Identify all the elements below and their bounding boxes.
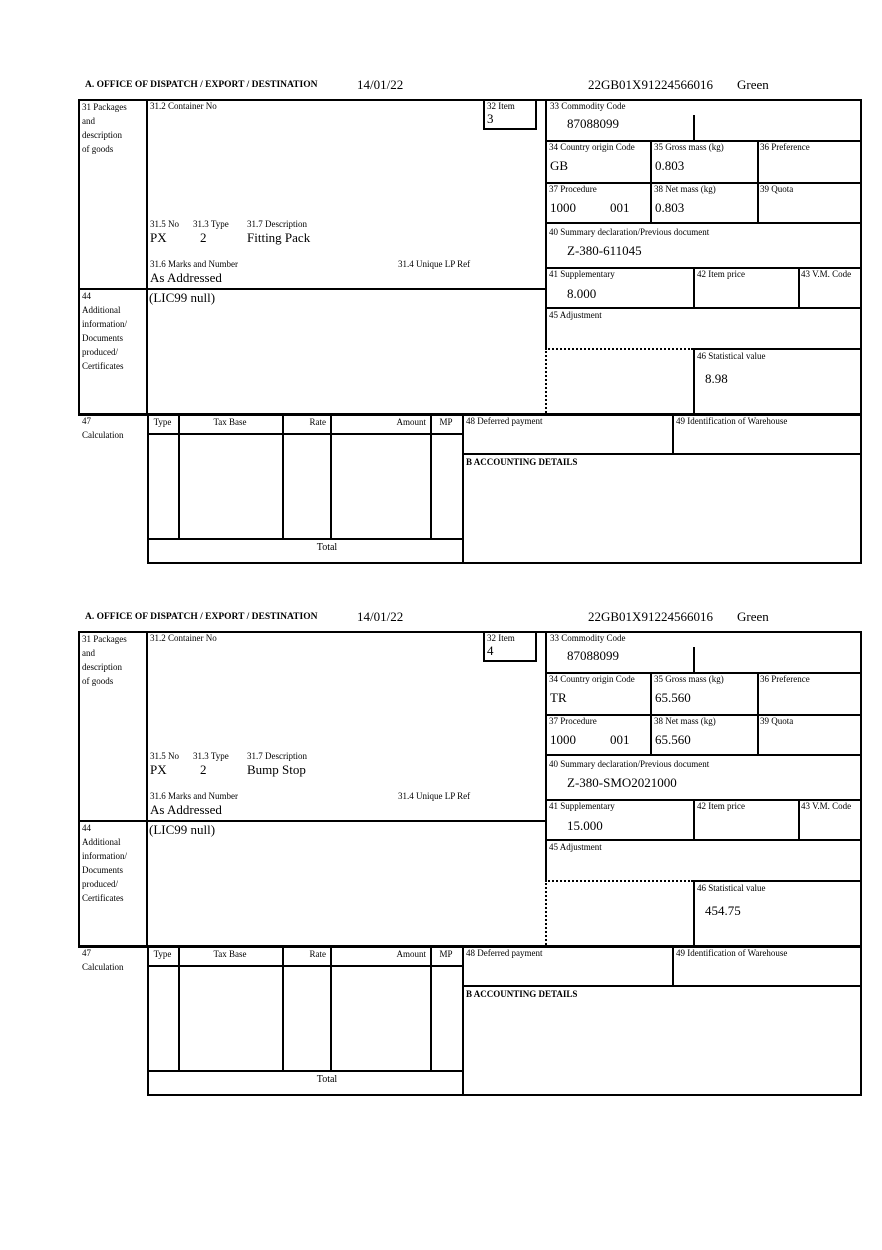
calculation-label-line2: Calculation <box>82 962 124 972</box>
col-header-tax-base: Tax Base <box>213 417 247 427</box>
package-type-label: 31.3 Type <box>193 751 229 761</box>
form-border-line <box>693 115 695 140</box>
calculation-label-line2: Calculation <box>82 430 124 440</box>
form-border-line <box>693 267 695 307</box>
marks-number-value: As Addressed <box>150 270 222 285</box>
package-type-label: 31.3 Type <box>193 219 229 229</box>
form-border-line <box>147 538 462 540</box>
item-no-label: 32 Item <box>487 633 515 643</box>
form-border-line <box>545 99 547 348</box>
statistical-value: 454.75 <box>705 903 741 918</box>
form-border-line <box>693 799 695 839</box>
form-border-line <box>545 348 693 350</box>
procedure-value-2: 001 <box>610 732 630 747</box>
form-border-line <box>462 413 464 562</box>
table-total-label: Total <box>316 542 338 553</box>
form-border-line <box>757 672 759 754</box>
item-price-label: 42 Item price <box>697 269 745 279</box>
preference-label: 36 Preference <box>760 674 810 684</box>
additional-info-label-line6: Certificates <box>82 361 124 371</box>
marks-number-value: As Addressed <box>150 802 222 817</box>
procedure-value-1: 1000 <box>550 732 576 747</box>
supplementary-label: 41 Supplementary <box>549 801 615 811</box>
procedure-value-2: 001 <box>610 200 630 215</box>
form-border-line <box>78 631 80 947</box>
form-border-line <box>483 99 485 128</box>
table-total-label: Total <box>316 1074 338 1085</box>
form-border-line <box>147 1094 862 1096</box>
form-border-line <box>330 413 332 538</box>
country-origin-value: TR <box>550 690 567 705</box>
form-border-line <box>545 307 862 309</box>
form-border-line <box>462 985 862 987</box>
form-border-line <box>693 348 695 413</box>
mrn-value: 22GB01X91224566016 <box>588 77 713 92</box>
item-price-label: 42 Item price <box>697 801 745 811</box>
form-border-line <box>545 631 547 880</box>
form-border-line <box>146 631 148 947</box>
quota-label: 39 Quota <box>760 184 794 194</box>
col-header-mp: MP <box>439 417 453 427</box>
form-border-line <box>545 880 693 882</box>
adjustment-label: 45 Adjustment <box>549 842 602 852</box>
packages-label-line2: and <box>82 116 95 126</box>
form-border-line <box>282 945 284 1070</box>
additional-info-label-line1: 44 <box>82 291 91 301</box>
form-border-line <box>146 99 148 415</box>
form-border-line <box>650 672 652 754</box>
country-origin-value: GB <box>550 158 569 173</box>
col-header-rate: Rate <box>309 417 326 427</box>
procedure-value-1: 1000 <box>550 200 576 215</box>
form-border-line <box>147 433 462 435</box>
marks-number-label: 31.6 Marks and Number <box>150 791 238 801</box>
packages-label-line3: description <box>82 662 122 672</box>
summary-declaration-value: Z-380-611045 <box>567 243 642 258</box>
col-header-mp: MP <box>439 949 453 959</box>
accounting-details-label: B ACCOUNTING DETAILS <box>466 989 578 999</box>
package-type-value: 2 <box>200 230 207 245</box>
form-border-line <box>147 413 149 562</box>
form-border-line <box>483 631 485 660</box>
form-border-line <box>462 453 862 455</box>
description-label: 31.7 Description <box>247 751 307 761</box>
vm-code-label: 43 V.M. Code <box>801 269 852 279</box>
unique-lp-ref-label: 31.4 Unique LP Ref <box>398 259 471 269</box>
item-no-label: 32 Item <box>487 101 515 111</box>
additional-info-label-line2: Additional <box>82 837 121 847</box>
summary-declaration-value: Z-380-SMO2021000 <box>567 775 677 790</box>
gross-mass-label: 35 Gross mass (kg) <box>654 674 724 684</box>
form-border-line <box>147 1070 462 1072</box>
form-border-line <box>650 140 652 222</box>
form-border-line <box>78 99 80 415</box>
declaration-item-block <box>0 608 882 1095</box>
commodity-code-label: 33 Commodity Code <box>550 101 626 111</box>
item-no-value: 4 <box>487 643 494 658</box>
summary-declaration-label: 40 Summary declaration/Previous document <box>549 759 710 769</box>
form-border-line <box>672 945 674 985</box>
col-header-type: Type <box>153 417 172 427</box>
commodity-code-label: 33 Commodity Code <box>550 633 626 643</box>
accounting-details-label: B ACCOUNTING DETAILS <box>466 457 578 467</box>
package-type-value: 2 <box>200 762 207 777</box>
gross-mass-value: 0.803 <box>655 158 685 173</box>
procedure-label: 37 Procedure <box>549 716 597 726</box>
packages-label-line4: of goods <box>82 676 114 686</box>
package-no-label: 31.5 No <box>150 219 179 229</box>
form-border-line <box>535 631 537 660</box>
package-no-value: PX <box>150 762 167 777</box>
package-no-label: 31.5 No <box>150 751 179 761</box>
packages-label-line4: of goods <box>82 144 114 154</box>
packages-label-line3: description <box>82 130 122 140</box>
additional-info-label-line1: 44 <box>82 823 91 833</box>
form-border-line <box>462 945 464 1094</box>
marks-number-label: 31.6 Marks and Number <box>150 259 238 269</box>
form-border-line <box>545 222 862 224</box>
deferred-payment-label: 48 Deferred payment <box>466 416 543 426</box>
form-border-line <box>483 660 537 662</box>
office-of-dispatch-label: A. OFFICE OF DISPATCH / EXPORT / DESTINATION <box>85 612 318 622</box>
col-header-tax-base: Tax Base <box>213 949 247 959</box>
gross-mass-value: 65.560 <box>655 690 691 705</box>
form-border-line <box>798 267 800 307</box>
additional-info-label-line4: Documents <box>82 333 123 343</box>
form-border-line <box>147 562 862 564</box>
quota-label: 39 Quota <box>760 716 794 726</box>
supplementary-value: 8.000 <box>567 286 597 301</box>
country-origin-label: 34 Country origin Code <box>549 674 635 684</box>
additional-info-value: (LIC99 null) <box>149 822 216 837</box>
unique-lp-ref-label: 31.4 Unique LP Ref <box>398 791 471 801</box>
commodity-code-value: 87088099 <box>567 116 619 131</box>
form-border-line <box>430 413 432 538</box>
additional-info-label-line3: information/ <box>82 319 127 329</box>
form-border-line <box>430 945 432 1070</box>
country-origin-label: 34 Country origin Code <box>549 142 635 152</box>
col-header-amount: Amount <box>396 417 426 427</box>
form-border-line <box>693 880 695 945</box>
net-mass-label: 38 Net mass (kg) <box>654 716 716 726</box>
routing-status: Green <box>737 77 769 92</box>
container-no-label: 31.2 Container No <box>150 633 217 643</box>
net-mass-value: 0.803 <box>655 200 685 215</box>
container-no-label: 31.2 Container No <box>150 101 217 111</box>
form-border-line <box>860 631 862 1096</box>
form-border-line <box>757 140 759 222</box>
form-border-line <box>147 965 462 967</box>
deferred-payment-label: 48 Deferred payment <box>466 948 543 958</box>
additional-info-label-line4: Documents <box>82 865 123 875</box>
net-mass-label: 38 Net mass (kg) <box>654 184 716 194</box>
description-value: Bump Stop <box>247 762 306 777</box>
item-no-value: 3 <box>487 111 494 126</box>
supplementary-value: 15.000 <box>567 818 603 833</box>
statistical-value-label: 46 Statistical value <box>697 351 766 361</box>
additional-info-label-line3: information/ <box>82 851 127 861</box>
dispatch-date: 14/01/22 <box>357 609 404 624</box>
statistical-value: 8.98 <box>705 371 728 386</box>
description-label: 31.7 Description <box>247 219 307 229</box>
form-border-line <box>693 348 862 350</box>
form-border-line <box>330 945 332 1070</box>
package-no-value: PX <box>150 230 167 245</box>
form-border-line <box>693 880 862 882</box>
statistical-value-label: 46 Statistical value <box>697 883 766 893</box>
description-value: Fitting Pack <box>247 230 311 245</box>
vm-code-label: 43 V.M. Code <box>801 801 852 811</box>
routing-status: Green <box>737 609 769 624</box>
additional-info-label-line5: produced/ <box>82 347 118 357</box>
dispatch-date: 14/01/22 <box>357 77 404 92</box>
warehouse-id-label: 49 Identification of Warehouse <box>676 948 788 958</box>
form-border-line <box>545 880 547 945</box>
form-border-line <box>545 754 862 756</box>
col-header-rate: Rate <box>309 949 326 959</box>
packages-label-line1: 31 Packages <box>82 634 127 644</box>
col-header-type: Type <box>153 949 172 959</box>
office-of-dispatch-label: A. OFFICE OF DISPATCH / EXPORT / DESTINATION <box>85 80 318 90</box>
packages-label-line2: and <box>82 648 95 658</box>
additional-info-label-line5: produced/ <box>82 879 118 889</box>
additional-info-label-line6: Certificates <box>82 893 124 903</box>
preference-label: 36 Preference <box>760 142 810 152</box>
additional-info-label-line2: Additional <box>82 305 121 315</box>
form-border-line <box>535 99 537 128</box>
form-border-line <box>545 348 547 413</box>
form-border-line <box>545 839 862 841</box>
packages-label-line1: 31 Packages <box>82 102 127 112</box>
form-border-line <box>282 413 284 538</box>
summary-declaration-label: 40 Summary declaration/Previous document <box>549 227 710 237</box>
col-header-amount: Amount <box>396 949 426 959</box>
form-border-line <box>147 945 149 1094</box>
form-border-line <box>483 128 537 130</box>
mrn-value: 22GB01X91224566016 <box>588 609 713 624</box>
declaration-item-block <box>0 76 882 563</box>
gross-mass-label: 35 Gross mass (kg) <box>654 142 724 152</box>
calculation-label-line1: 47 <box>82 948 91 958</box>
form-border-line <box>860 99 862 564</box>
commodity-code-value: 87088099 <box>567 648 619 663</box>
form-border-line <box>798 799 800 839</box>
adjustment-label: 45 Adjustment <box>549 310 602 320</box>
additional-info-value: (LIC99 null) <box>149 290 216 305</box>
net-mass-value: 65.560 <box>655 732 691 747</box>
supplementary-label: 41 Supplementary <box>549 269 615 279</box>
form-border-line <box>178 945 180 1070</box>
form-border-line <box>672 413 674 453</box>
warehouse-id-label: 49 Identification of Warehouse <box>676 416 788 426</box>
form-border-line <box>178 413 180 538</box>
procedure-label: 37 Procedure <box>549 184 597 194</box>
form-border-line <box>693 647 695 672</box>
calculation-label-line1: 47 <box>82 416 91 426</box>
